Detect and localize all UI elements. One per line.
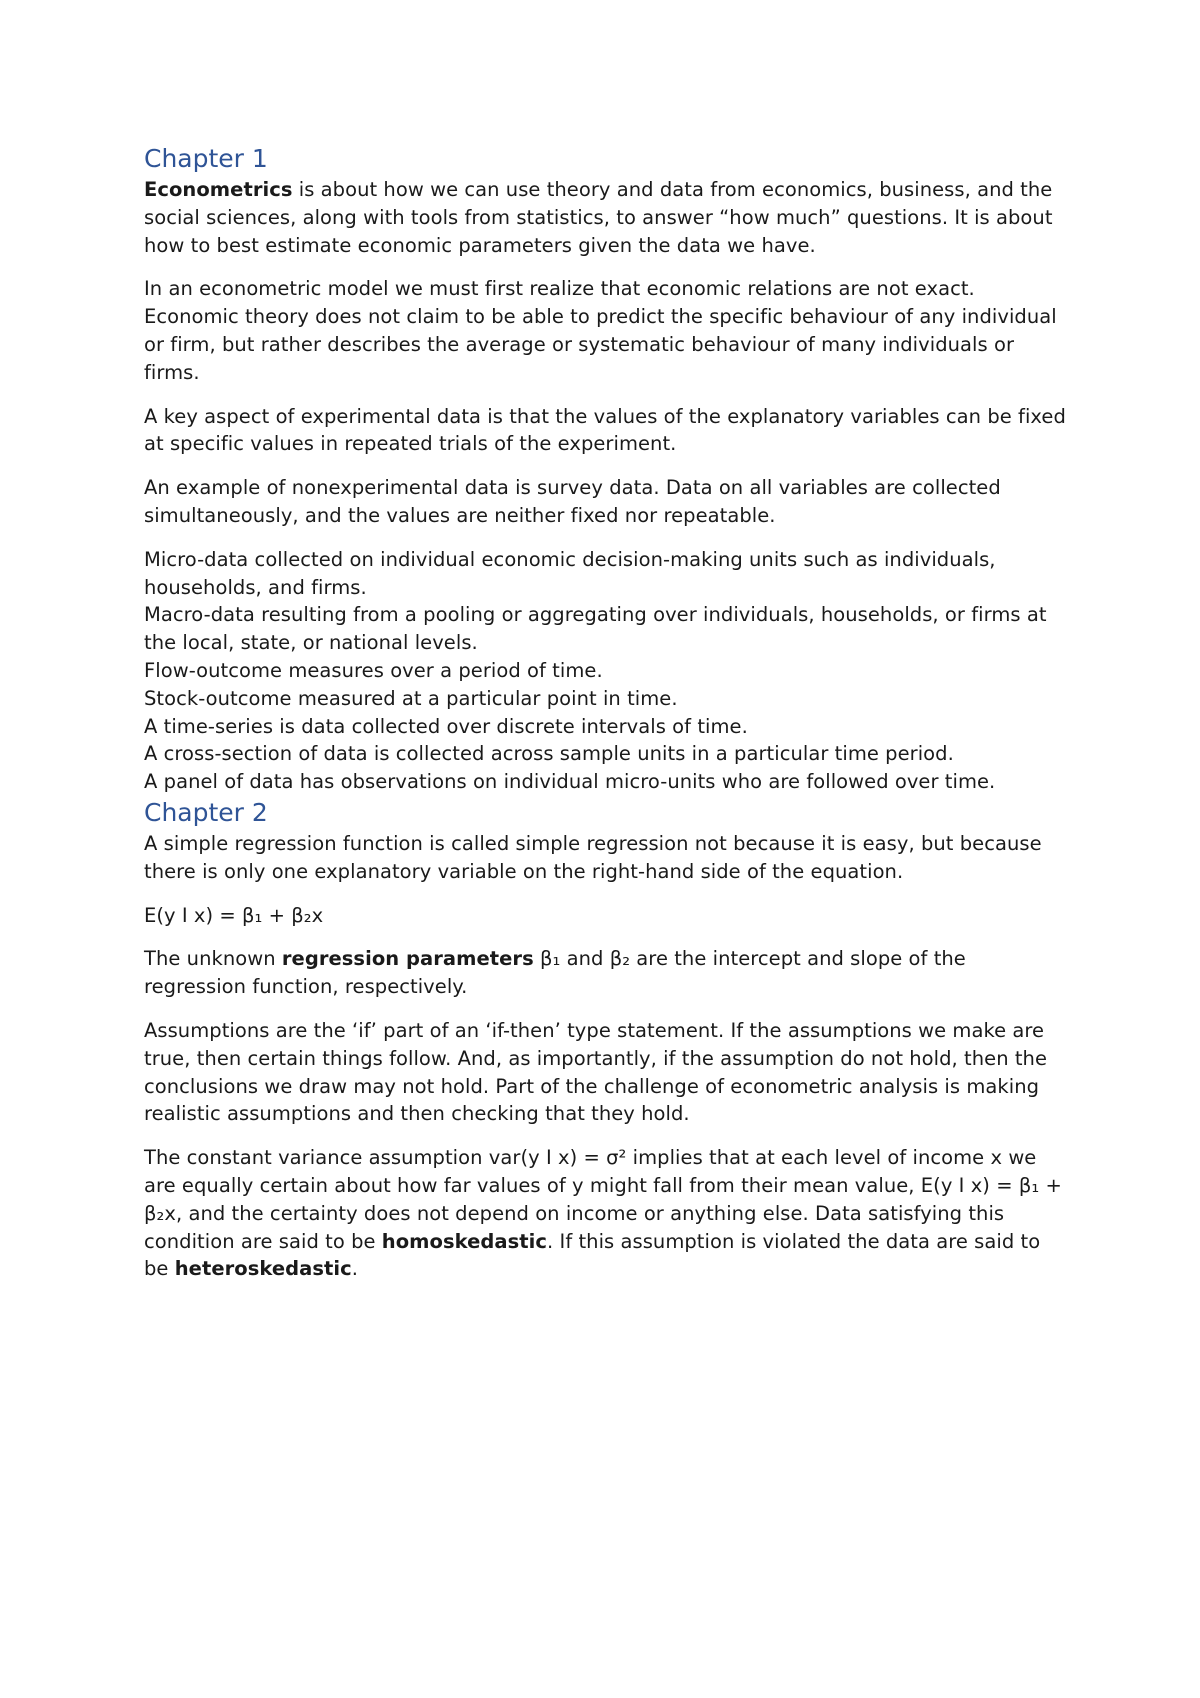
heteroskedastic-term: heteroskedastic <box>174 1257 352 1281</box>
simple-regression-paragraph: A simple regression function is called simple regression not because it is easy, but because there is only one explanatory variable on the right-hand side of the equation. <box>144 831 1042 883</box>
econometrics-definition-paragraph <box>144 176 1069 259</box>
constant-variance-text-after: . <box>351 1257 358 1281</box>
constant-variance-text-before: The constant variance assumption var(y I x) = σ² implies that at each level of income x we are equally certain about how far values of y might fall from their mean value, E(y I x) = β₁ + β₂x, and the certainty does not depend on income or anything else. Data satisfying this condition are said to be <box>144 1146 1062 1253</box>
homoskedastic-term: homoskedastic <box>381 1229 548 1253</box>
constant-variance-text-middle: . If this assumption is violated the data are said to be <box>144 1229 1041 1281</box>
definition-cross-section: A cross-section of data is collected across sample units in a particular time period. <box>144 742 954 766</box>
definition-micro-data: Micro-data collected on individual economic decision-making units such as individuals, households, and firms. <box>144 547 996 599</box>
definition-macro-data: Macro-data resulting from a pooling or aggregating over individuals, households, or firms at the local, state, or national levels. <box>144 603 1047 655</box>
econometrics-term: Econometrics <box>144 178 293 201</box>
econometrics-definition-text: is about how we can use theory and data from economics, business, and the social sciences, along with tools from statistics, to answer “how much” questions. It is about how to best estimate economic parameters given the data we have. <box>144 178 1053 257</box>
constant-variance-paragraph <box>144 1144 1069 1283</box>
document-page <box>144 142 1069 1299</box>
definition-panel-data: A panel of data has observations on individual micro-units who are followed over time. <box>144 770 996 794</box>
definition-time-series: A time-series is data collected over discrete intervals of time. <box>144 714 748 738</box>
definition-stock-outcome: Stock-outcome measured at a particular point in time. <box>144 686 678 710</box>
regression-equation: E(y I x) = β₁ + β₂x <box>144 903 324 927</box>
regression-parameters-paragraph <box>144 945 1069 1001</box>
regression-parameters-term: regression parameters <box>281 947 534 971</box>
definition-flow-outcome: Flow-outcome measures over a period of time. <box>144 658 603 682</box>
regression-parameters-text-before: The unknown <box>144 947 282 971</box>
econometric-model-paragraph: In an econometric model we must first realize that economic relations are not exact. Economic theory does not claim to be able to predict the specific behaviour of any individual or firm, but rather describes the average or systematic behaviour of many individuals or firms. <box>144 277 1057 384</box>
regression-parameters-text-after: β₁ and β₂ are the intercept and slope of the regression function, respectively. <box>144 947 966 999</box>
assumptions-paragraph: Assumptions are the ‘if’ part of an ‘if-then’ type statement. If the assumptions we make are true, then certain things follow. And, as importantly, if the assumption do not hold, then the conclusions we draw may not hold. Part of the challenge of econometric analysis is making realistic assumptions and then checking that they hold. <box>144 1018 1048 1126</box>
chapter-2-heading: Chapter 2 <box>144 797 268 827</box>
experimental-data-paragraph: A key aspect of experimental data is that the values of the explanatory variables can be fixed at specific values in repeated trials of the experiment. <box>144 404 1066 456</box>
nonexperimental-data-paragraph: An example of nonexperimental data is survey data. Data on all variables are collected simultaneously, and the values are neither fixed nor repeatable. <box>144 476 1001 527</box>
chapter-1-heading: Chapter 1 <box>144 144 268 173</box>
